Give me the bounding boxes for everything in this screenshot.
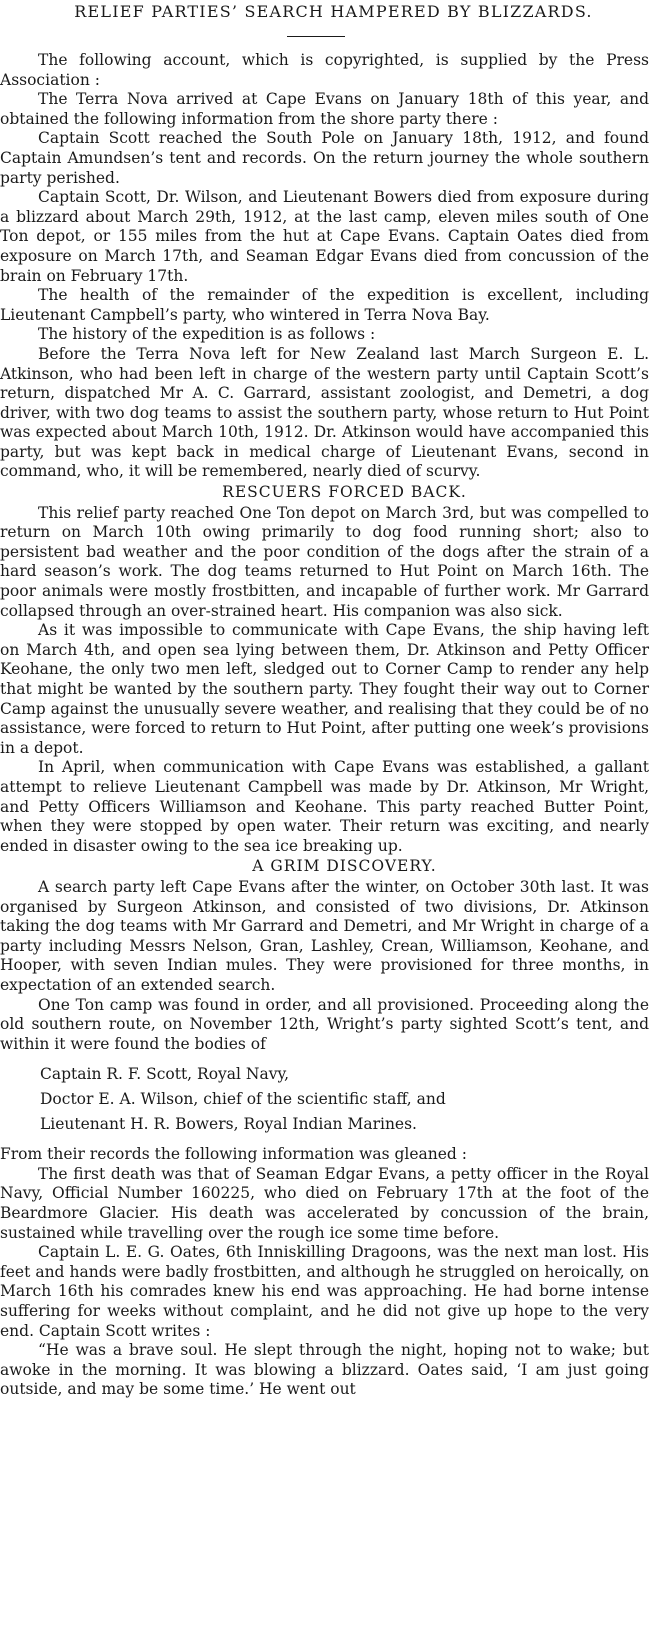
- section2-paragraph-2: One Ton camp was found in order, and all provisioned. Proceeding along the old southern route, on November 12th, Wright’s party sighted Scott’s tent, and within it were found the bodies of: [0, 995, 649, 1053]
- bodies-list: [40, 1062, 649, 1137]
- list-item: Captain R. F. Scott, Royal Navy,: [40, 1065, 290, 1084]
- section1-paragraph-1: This relief party reached One Ton depot on March 3rd, but was compelled to return on March 10th owing primarily to dog food running short; also to persistent bad weather and the poor condition of the dogs after the strain of a hard season’s work. The dog teams returned to Hut Point on March 16th. The poor animals were mostly frostbitten, and incapable of further work. Mr Garrard collapsed through an over-strained heart. His companion was also sick.: [0, 503, 649, 620]
- intro-paragraph-4: Captain Scott, Dr. Wilson, and Lieutenant Bowers died from exposure during a blizzard about March 29th, 1912, at the last camp, eleven miles south of One Ton depot, or 155 miles from the hut at Cape Evans. Captain Oates died from exposure on March 17th, and Seaman Edgar Evans died from concussion of the brain on February 17th.: [0, 188, 649, 285]
- records-intro: From their records the following information was gleaned :: [0, 1145, 467, 1164]
- scott-quote: “He was a brave soul. He slept through the night, hoping not to wake; but awoke in the morning. It was blowing a blizzard. Oates said, ‘I am just going outside, and may be some time.’ He went out: [0, 1341, 649, 1399]
- section2-paragraph-4: Captain L. E. G. Oates, 6th Inniskilling Dragoons, was the next man lost. His feet and hands were badly frostbitten, and although he struggled on heroically, on March 16th his comrades knew his end was approaching. He had borne intense suffering for weeks without complaint, and he did not give up hope to the very end. Captain Scott writes :: [0, 1243, 649, 1340]
- section-heading-rescuers: RESCUERS FORCED BACK.: [222, 483, 467, 502]
- list-item: Doctor E. A. Wilson, chief of the scientific staff, and: [40, 1090, 446, 1109]
- intro-paragraph-2: The Terra Nova arrived at Cape Evans on January 18th of this year, and obtained the following information from the shore party there :: [0, 90, 649, 128]
- headline-rule: [287, 36, 345, 37]
- intro-paragraph-1: The following account, which is copyrighted, is supplied by the Press Association :: [0, 51, 649, 89]
- section1-paragraph-3: In April, when communication with Cape Evans was established, a gallant attempt to relieve Lieutenant Campbell was made by Dr. Atkinson, Mr Wright, and Petty Officers Williamson and Keohane. This party reached Butter Point, when they were stopped by open water. Their return was exciting, and nearly ended in disaster owing to the sea ice breaking up.: [0, 758, 649, 855]
- section2-paragraph-3: The first death was that of Seaman Edgar Evans, a petty officer in the Royal Navy, Official Number 160225, who died on February 17th at the foot of the Beardmore Glacier. His death was accelerated by concussion of the brain, sustained while travelling over the rough ice some time before.: [0, 1164, 649, 1242]
- section1-paragraph-2: As it was impossible to communicate with Cape Evans, the ship having left on March 4th, and open sea lying between them, Dr. Atkinson and Petty Officer Keohane, the only two men left, sledged out to Corner Camp to render any help that might be wanted by the southern party. They fought their way out to Corner Camp against the unusually severe weather, and realising that they could be of no assistance, were forced to return to Hut Point, after putting one week’s provisions in a depot.: [0, 621, 649, 757]
- article-headline: RELIEF PARTIES’ SEARCH HAMPERED BY BLIZZARDS.: [74, 2, 593, 21]
- section2-paragraph-1: A search party left Cape Evans after the winter, on October 30th last. It was organised by Surgeon Atkinson, and consisted of two divisions, Dr. Atkinson taking the dog teams with Mr Garrard and Demetri, and Mr Wright in charge of a party including Messrs Nelson, Gran, Lashley, Crean, Williamson, Keohane, and Hooper, with seven Indian mules. They were provisioned for three months, in expectation of an extended search.: [0, 877, 649, 994]
- intro-paragraph-3: Captain Scott reached the South Pole on January 18th, 1912, and found Captain Amundsen’s tent and records. On the return journey the whole southern party perished.: [0, 129, 649, 187]
- section-heading-discovery: A GRIM DISCOVERY.: [252, 857, 437, 876]
- intro-paragraph-5: The health of the remainder of the expedition is excellent, including Lieutenant Campbell’s party, who wintered in Terra Nova Bay.: [0, 286, 649, 324]
- intro-paragraph-7: Before the Terra Nova left for New Zealand last March Surgeon E. L. Atkinson, who had been left in charge of the western party until Captain Scott’s return, dispatched Mr A. C. Garrard, assistant zoologist, and Demetri, a dog driver, with two dog teams to assist the southern party, whose return to Hut Point was expected about March 10th, 1912. Dr. Atkinson would have accompanied this party, but was kept back in medical charge of Lieutenant Evans, second in command, who, it will be remembered, nearly died of scurvy.: [0, 344, 649, 481]
- intro-paragraph-6: The history of the expedition is as follows :: [38, 325, 376, 344]
- list-item: Lieutenant H. R. Bowers, Royal Indian Marines.: [40, 1115, 417, 1134]
